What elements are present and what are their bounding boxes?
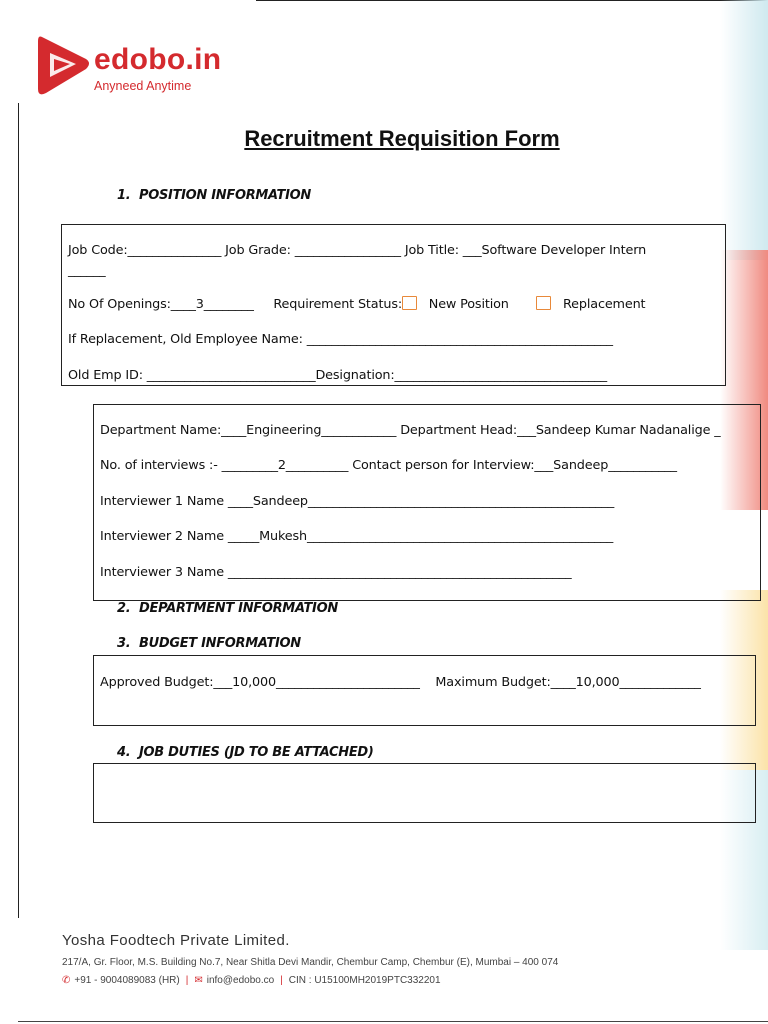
interviewer-2-row: Interviewer 2 Name _____Mukesh_________________________________________________ — [100, 529, 614, 544]
footer-address: 217/A, Gr. Floor, M.S. Building No.7, Near Shitla Devi Mandir, Chembur Camp, Chembur (E), Mumbai – 400 074 — [62, 957, 559, 968]
section-number: 1. — [117, 188, 131, 203]
job-title-continuation: ______ — [68, 263, 106, 278]
department-name-head-row: Department Name:____Engineering____________ Department Head:___Sandeep Kumar Nadanalige _ — [100, 423, 721, 438]
department-info-box — [93, 404, 761, 601]
approved-budget-field: Approved Budget:___10,000_______________________ — [100, 675, 420, 690]
section-heading-department — [117, 601, 338, 616]
old-employee-name-row: If Replacement, Old Employee Name: _________________________________________________ — [68, 332, 613, 347]
section-label: BUDGET INFORMATION — [139, 636, 301, 651]
interviews-contact-row: No. of interviews :- _________2__________ Contact person for Interview:___Sandeep___________ — [100, 458, 677, 473]
job-duties-box[interactable] — [93, 763, 756, 823]
new-position-checkbox[interactable] — [402, 296, 417, 310]
old-emp-id-designation-row: Old Emp ID: ___________________________Designation:__________________________________ — [68, 368, 607, 383]
footer-contact-row — [62, 975, 441, 986]
replacement-label: Replacement — [562, 297, 646, 312]
page-title: Recruitment Requisition Form — [244, 126, 560, 151]
brand-name: edobo.in — [94, 43, 222, 76]
footer-cin: CIN : U15100MH2019PTC332201 — [288, 975, 441, 986]
position-info-box — [61, 224, 726, 386]
section-number: 4. — [117, 745, 131, 760]
section-label: DEPARTMENT INFORMATION — [139, 601, 338, 616]
budget-info-box — [93, 655, 756, 726]
section-label: JOB DUTIES (JD TO BE ATTACHED) — [139, 745, 374, 760]
email-icon: ✉ — [194, 975, 203, 986]
footer-company-name: Yosha Foodtech Private Limited. — [62, 932, 290, 949]
footer-email[interactable]: info@edobo.co — [206, 975, 275, 986]
interviewer-3-row: Interviewer 3 Name _______________________________________________________ — [100, 565, 572, 580]
replacement-checkbox[interactable] — [536, 296, 551, 310]
left-border-line — [18, 103, 19, 918]
separator: | — [280, 975, 283, 986]
openings-status-row — [68, 296, 645, 312]
brand-tagline: Anyneed Anytime — [94, 79, 192, 93]
requirement-status-label: Requirement Status: — [273, 297, 402, 312]
section-label: POSITION INFORMATION — [139, 188, 311, 203]
bottom-border-line — [18, 1021, 768, 1022]
section-heading-budget — [117, 636, 301, 651]
interviewer-1-row: Interviewer 1 Name ____Sandeep_________________________________________________ — [100, 494, 615, 509]
edobo-logo-icon — [36, 33, 92, 97]
phone-icon: ✆ — [62, 975, 71, 986]
top-border-line — [256, 0, 768, 1]
job-code-grade-title-row: Job Code:_______________ Job Grade: _________________ Job Title: ___Software Developer Intern — [68, 243, 647, 258]
separator: | — [185, 975, 189, 986]
section-number: 3. — [117, 636, 131, 651]
openings-field: No Of Openings:____3________ — [68, 297, 254, 312]
section-heading-duties — [117, 745, 374, 760]
new-position-label: New Position — [428, 297, 509, 312]
section-heading-position — [117, 188, 311, 203]
maximum-budget-field: Maximum Budget:____10,000_____________ — [435, 675, 701, 690]
section-number: 2. — [117, 601, 131, 616]
budget-row — [100, 675, 701, 690]
footer-phone: +91 - 9004089083 (HR) — [74, 975, 180, 986]
